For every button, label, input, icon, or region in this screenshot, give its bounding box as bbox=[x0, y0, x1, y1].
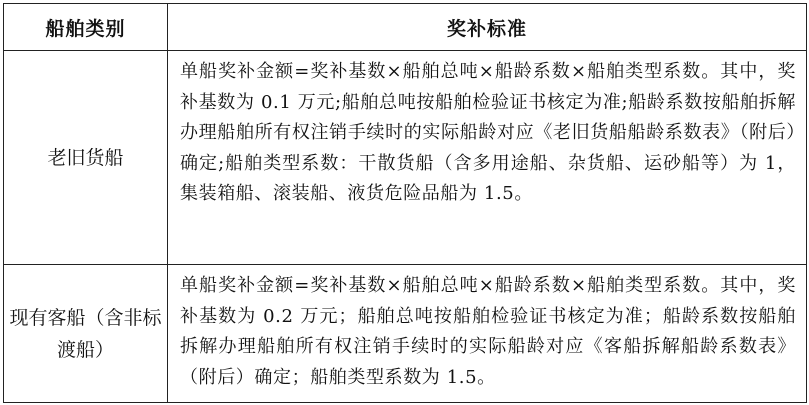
vessel-category-cell: 老旧货船 bbox=[4, 51, 168, 265]
table-row bbox=[4, 51, 807, 265]
vessel-category-cell: 现有客船（含非标渡船） bbox=[4, 265, 168, 403]
header-vessel-category: 船舶类别 bbox=[4, 4, 168, 51]
table-header-row bbox=[4, 4, 807, 51]
table-row bbox=[4, 265, 807, 403]
subsidy-standard-cell: 单船奖补金额=奖补基数×船舶总吨×船龄系数×船舶类型系数。其中，奖补基数为 0.1 万元;船舶总吨按船舶检验证书核定为准;船龄系数按船舶拆解办理船舶所有权注销手续时的实际船龄对应《老旧货船船龄系数表》（附后）确定;船舶类型系数：干散货船（含多用途船、杂货船、运砂船等）为 1，集装箱船、滚装船、液货危险品船为 1.5。 bbox=[168, 51, 807, 265]
subsidy-standard-cell: 单船奖补金额=奖补基数×船舶总吨×船龄系数×船舶类型系数。其中，奖补基数为 0.2 万元；船舶总吨按船舶检验证书核定为准；船龄系数按船舶拆解办理船舶所有权注销手续时的实际船龄对应《客船拆解船龄系数表》（附后）确定；船舶类型系数为 1.5。 bbox=[168, 265, 807, 403]
header-subsidy-standard: 奖补标准 bbox=[168, 4, 807, 51]
subsidy-standard-table bbox=[3, 3, 807, 403]
